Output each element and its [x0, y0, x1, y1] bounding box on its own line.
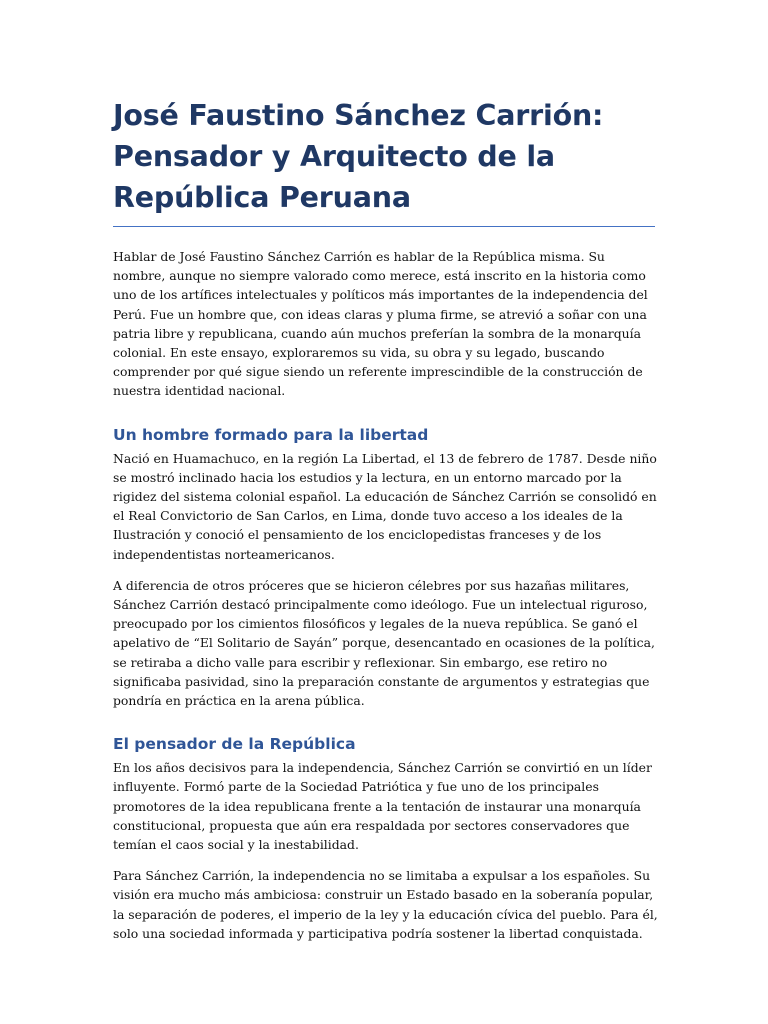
section-heading-libertad: Un hombre formado para la libertad [113, 425, 429, 444]
intro-paragraph: Hablar de José Faustino Sánchez Carrión es hablar de la República misma. Su nombre, aunque no siempre valorado como merece, está inscrito en la historia como uno de los artífices intelectuales y políticos más importantes de la independencia del Perú. Fue un hombre que, con ideas claras y pluma firme, se atrevió a soñar con una patria libre y republicana, cuando aún muchos preferían la sombra de la monarquía colonial. En este ensayo, exploraremos su vida, su obra y su legado, buscando comprender por qué sigue siendo un referente imprescindible de la construcción de nuestra identidad nacional. [113, 249, 648, 399]
document-title: José Faustino Sánchez Carrión: Pensador y Arquitecto de la República Peruana [113, 95, 655, 227]
section-heading-republica: El pensador de la República [113, 735, 356, 754]
document-body [113, 95, 658, 943]
section-2-paragraph-1: En los años decisivos para la independencia, Sánchez Carrión se convirtió en un líder influyente. Formó parte de la Sociedad Patriótica y fue uno de los principales promotores de la idea republicana frente a la tentación de instaurar una monarquía constitucional, propuesta que aún era respaldada por sectores conservadores que temían el caos social y la inestabilidad. [113, 760, 652, 853]
section-1-paragraph-2: A diferencia de otros próceres que se hicieron célebres por sus hazañas militares, Sánchez Carrión destacó principalmente como ideólogo. Fue un intelectual riguroso, preocupado por los cimientos filosóficos y legales de la nueva república. Se ganó el apelativo de “El Solitario de Sayán” porque, desencantado en ocasiones de la política, se retiraba a dicho valle para escribir y reflexionar. Sin embargo, ese retiro no significaba pasividad, sino la preparación constante de argumentos y estrategias que pondría en práctica en la arena pública. [113, 577, 655, 709]
section-2-paragraph-2: Para Sánchez Carrión, la independencia no se limitaba a expulsar a los españoles. Su visión era mucho más ambiciosa: construir un Estado basado en la soberanía popular, la separación de poderes, el imperio de la ley y la educación cívica del pueblo. Para él, solo una sociedad informada y participativa podría sostener la libertad conquistada. [113, 868, 658, 941]
section-1-paragraph-1: Nació en Huamachuco, en la región La Libertad, el 13 de febrero de 1787. Desde niño se mostró inclinado hacia los estudios y la lectura, en un entorno marcado por la rigidez del sistema colonial español. La educación de Sánchez Carrión se consolidó en el Real Convictorio de San Carlos, en Lima, donde tuvo acceso a los ideales de la Ilustración y conoció el pensamiento de los enciclopedistas franceses y de los independentistas norteamericanos. [113, 450, 657, 562]
